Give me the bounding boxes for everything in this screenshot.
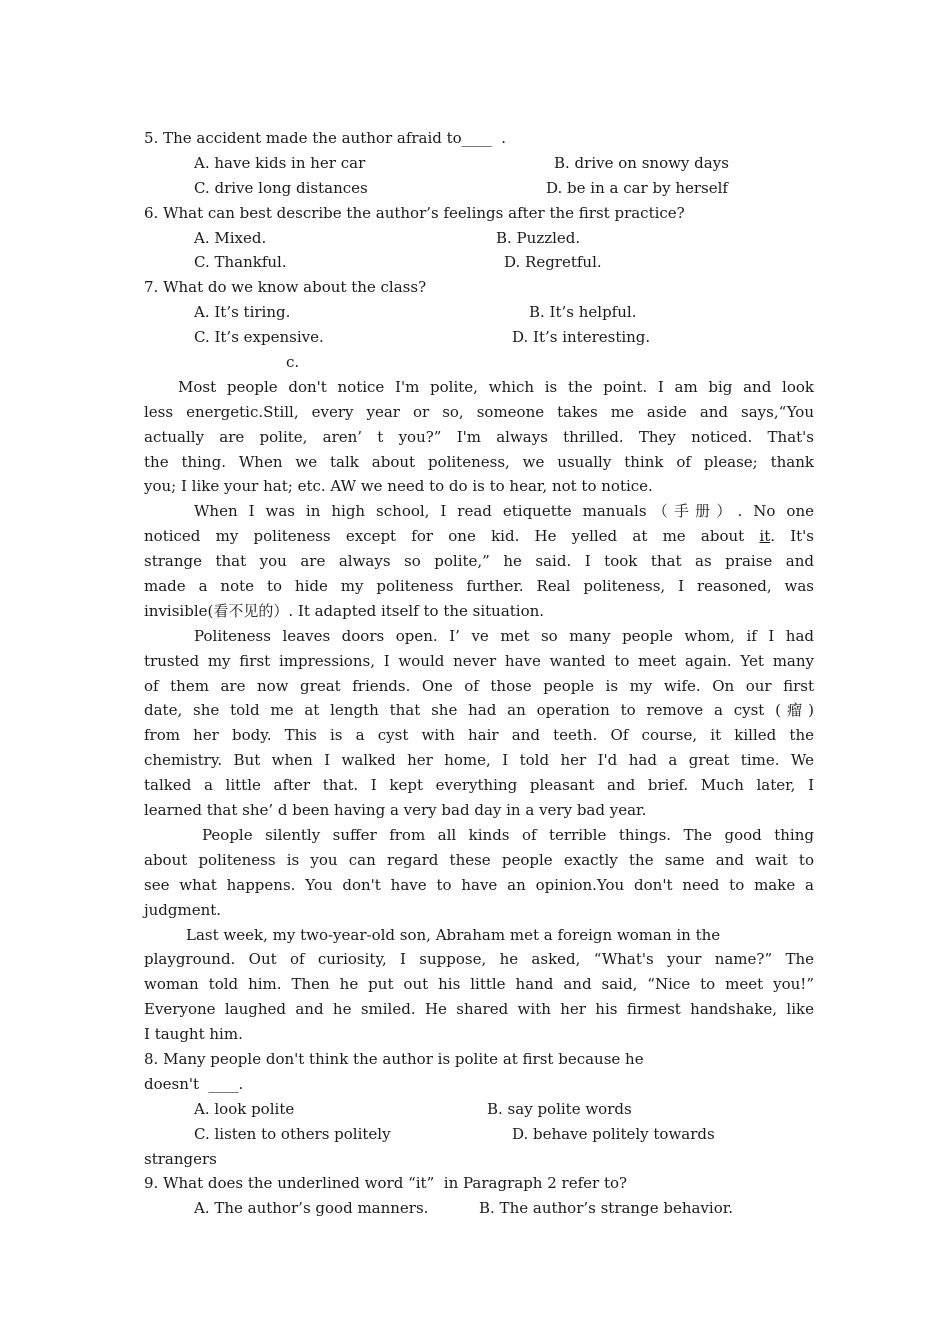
q8-options-row1 [144, 1097, 814, 1122]
passage-line: Most people don't notice I'm polite, which is the point. I am big and look [178, 377, 814, 396]
passage-line: the thing. When we talk about politeness, we usually think of please; thank [144, 452, 814, 471]
passage-line: learned that she’ d been having a very bad day in a very bad year. [144, 801, 647, 820]
passage-line: see what happens. You don't have to have an opinion.You don't need to make a [144, 875, 814, 894]
q5-option-d: D. be in a car by herself [546, 178, 728, 197]
q6-option-b: B. Puzzled. [496, 228, 581, 247]
q8-option-d: D. behave politely towards [512, 1124, 715, 1143]
q5-options-row2 [144, 176, 814, 201]
passage-line: you; I like your hat; etc. AW we need to do is to hear, not to notice. [144, 477, 653, 496]
passage-line: actually are polite, aren’ t you?” I'm always thrilled. They noticed. That's [144, 427, 814, 446]
exam-page [144, 126, 814, 1221]
passage-paragraph-4 [144, 823, 814, 923]
q6-stem: 6. What can best describe the author’s feelings after the first practice? [144, 203, 685, 222]
passage-paragraph-2 [144, 499, 814, 623]
passage-line: When I was in high school, I read etiquette manuals（手册）. No one [194, 502, 814, 521]
passage-line: judgment. [144, 900, 222, 919]
passage-text: noticed my politeness except for one kid. He yelled at me about [144, 527, 760, 546]
q9-option-b: B. The author’s strange behavior. [479, 1199, 734, 1218]
q7-options-row1 [144, 300, 814, 325]
passage-line: chemistry. But when I walked her home, I told her I'd had a great time. We [144, 751, 814, 770]
passage-line: date, she told me at length that she had an operation to remove a cyst (瘤) [144, 701, 814, 720]
passage-paragraph-3 [144, 624, 814, 823]
passage-line: playground. Out of curiosity, I suppose, he asked, “What's your name?” The [144, 950, 814, 969]
passage-line: talked a little after that. I kept everything pleasant and brief. Much later, I [144, 776, 814, 795]
passage-paragraph-1 [144, 375, 814, 499]
q6-options-row2 [144, 250, 814, 275]
q7-option-d: D. It’s interesting. [512, 328, 651, 347]
q8-option-b: B. say polite words [487, 1099, 632, 1118]
section-label [144, 350, 814, 375]
q6-options-row1 [144, 226, 814, 251]
passage-line: trusted my first impressions, I would never have wanted to meet again. Yet many [144, 651, 814, 670]
q8-stem: 8. Many people don't think the author is polite at first because he [144, 1049, 644, 1068]
passage-paragraph-5 [144, 923, 814, 1047]
passage-line [144, 524, 814, 549]
q8-option-a: A. look polite [194, 1099, 295, 1118]
q5-options-row1 [144, 151, 814, 176]
q9-option-a: A. The author’s good manners. [194, 1199, 429, 1218]
q5-option-b: B. drive on snowy days [554, 153, 729, 172]
passage-line: of them are now great friends. One of those people is my wife. On our first [144, 676, 814, 695]
passage-text: . It's [770, 527, 815, 546]
q5-option-c: C. drive long distances [194, 178, 368, 197]
q8-options-row2 [144, 1122, 814, 1147]
q5-stem: 5. The accident made the author afraid to____ . [144, 129, 507, 147]
q7-options-row2 [144, 325, 814, 350]
q7-option-b: B. It’s helpful. [529, 303, 637, 322]
underlined-word-it: it [759, 527, 771, 546]
passage-line: about politeness is you can regard these people exactly the same and wait to [144, 850, 814, 869]
q6-option-a: A. Mixed. [194, 228, 267, 247]
q8-stem-cont: doesn't ____. [144, 1074, 244, 1093]
q9-options-row1 [144, 1196, 814, 1221]
q6-option-c: C. Thankful. [194, 253, 287, 272]
passage-line: Everyone laughed and he smiled. He shared with her his firmest handshake, like [144, 1000, 814, 1019]
passage-line: woman told him. Then he put out his little hand and said, “Nice to meet you!” [144, 975, 814, 994]
q8-option-d-cont: strangers [144, 1149, 217, 1168]
q7-option-c: C. It’s expensive. [194, 328, 324, 347]
q7-option-a: A. It’s tiring. [194, 303, 291, 322]
passage-line: less energetic.Still, every year or so, someone takes me aside and says,“You [144, 402, 814, 421]
passage-line: from her body. This is a cyst with hair and teeth. Of course, it killed the [144, 726, 814, 745]
passage-line: Last week, my two-year-old son, Abraham met a foreign woman in the [186, 925, 721, 944]
passage-line: made a note to hide my politeness further. Real politeness, I reasoned, was [144, 577, 814, 596]
passage-line: strange that you are always so polite,” he said. I took that as praise and [144, 552, 814, 571]
q8-option-c: C. listen to others politely [194, 1124, 391, 1143]
q9-stem: 9. What does the underlined word “it” in Paragraph 2 refer to? [144, 1174, 628, 1193]
q7-stem: 7. What do we know about the class? [144, 278, 427, 297]
section-label-text: c. [286, 353, 300, 372]
q5-option-a: A. have kids in her car [194, 153, 366, 172]
passage-line: Politeness leaves doors open. I’ ve met so many people whom, if I had [194, 626, 814, 645]
q6-option-d: D. Regretful. [504, 253, 602, 272]
passage-line: invisible(看不见的）. It adapted itself to the situation. [144, 601, 545, 620]
passage-line: I taught him. [144, 1025, 243, 1044]
passage-line: People silently suffer from all kinds of terrible things. The good thing [202, 825, 814, 844]
